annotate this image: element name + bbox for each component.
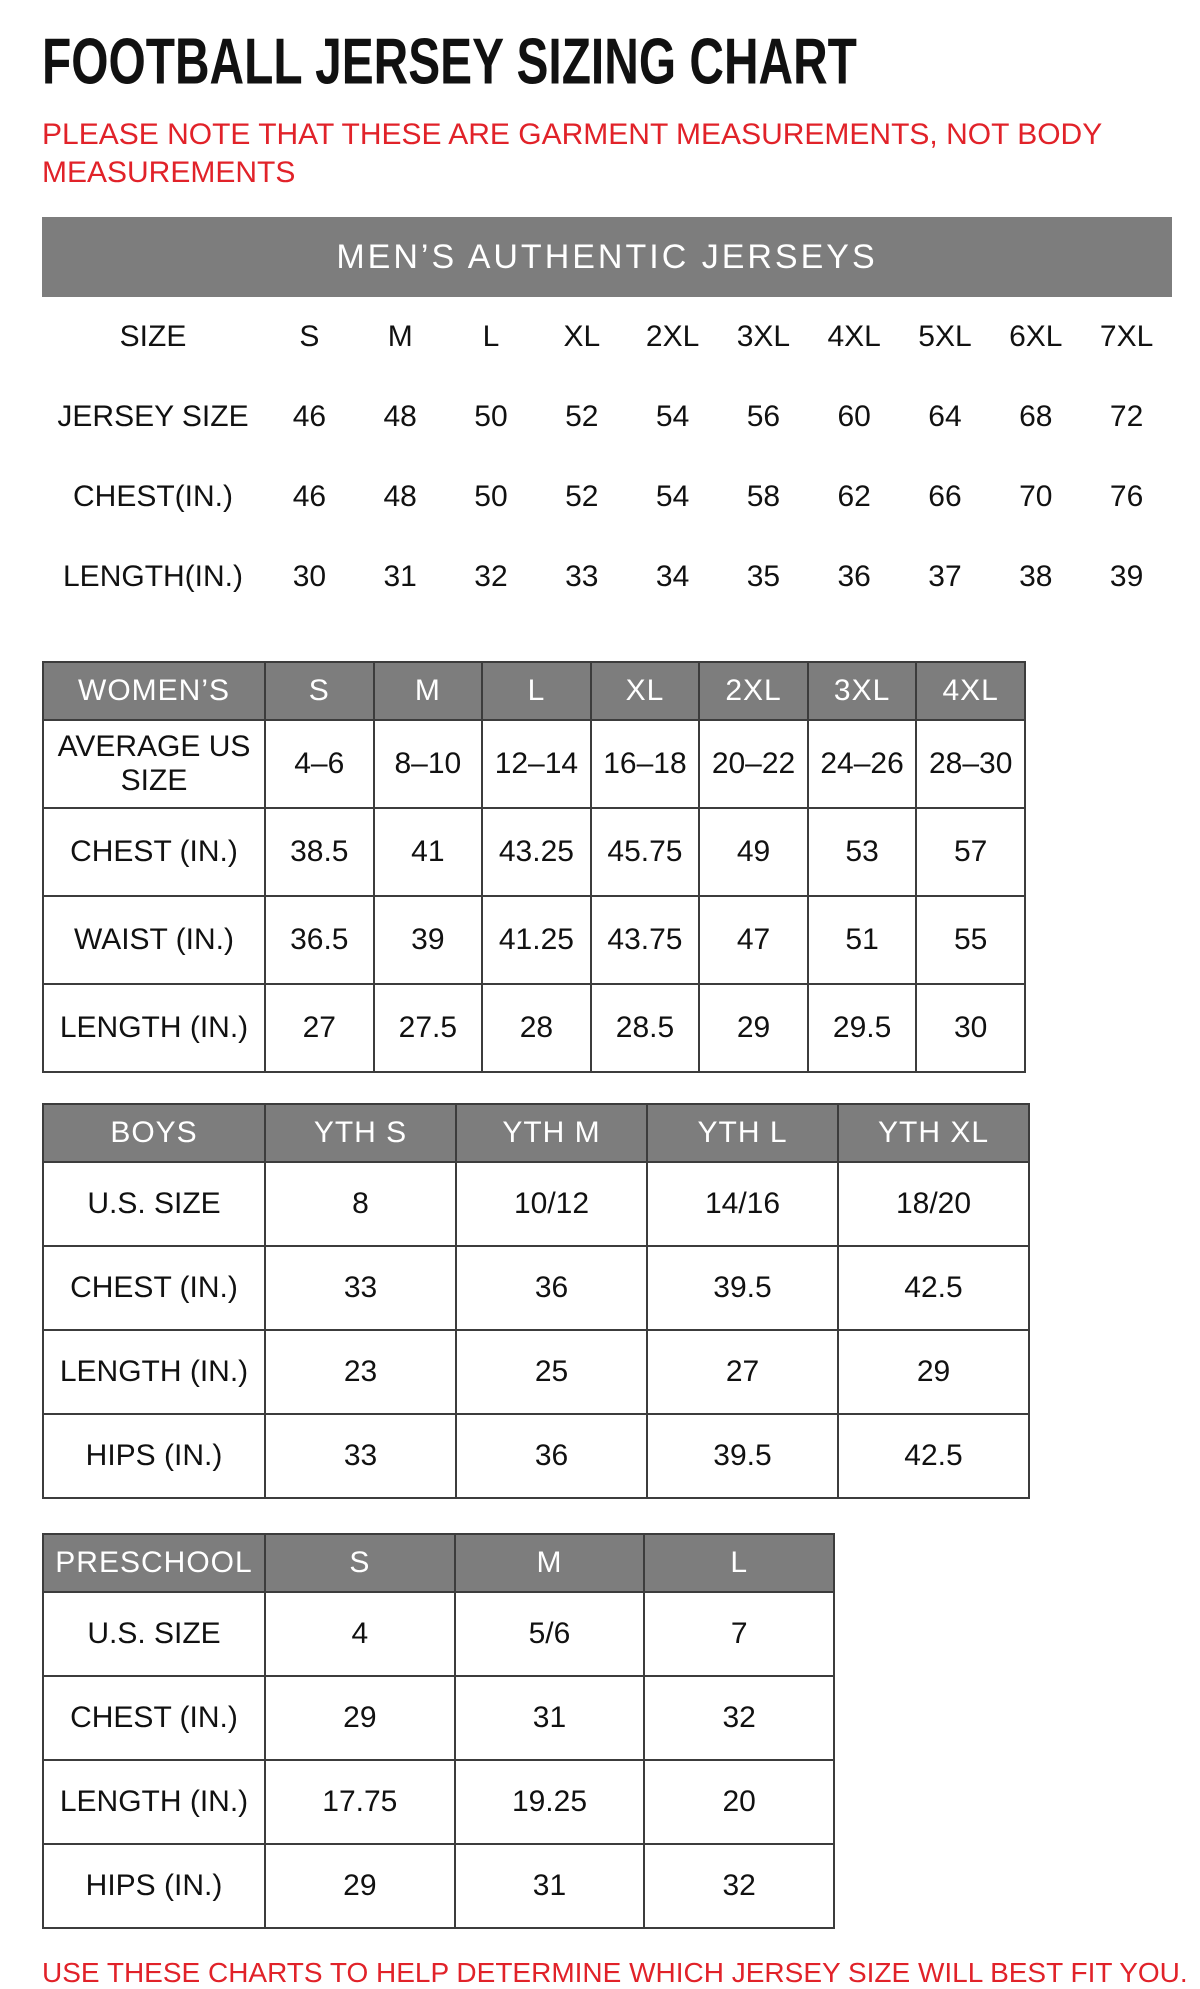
table-row (43, 1330, 1029, 1414)
table-row (43, 984, 1025, 1072)
size-value: 39 (374, 896, 483, 984)
size-value: 60 (837, 400, 871, 433)
size-value: 27 (647, 1330, 838, 1414)
mens-table-title-banner: MEN’S AUTHENTIC JERSEYS (42, 217, 1172, 297)
size-value: 27 (265, 984, 374, 1072)
page-title: FOOTBALL JERSEY SIZING CHART (42, 25, 857, 99)
sizing-table (42, 297, 1172, 617)
size-value: 4 (265, 1592, 455, 1676)
size-value: 39 (1109, 560, 1144, 593)
table-row (42, 297, 1172, 377)
size-value: 49 (699, 808, 808, 896)
size-value: 28–30 (916, 720, 1025, 808)
row-label: HIPS (IN.) (43, 1844, 265, 1928)
size-value: 43.25 (482, 808, 591, 896)
row-label: CHEST (IN.) (43, 808, 265, 896)
table-title-cell: PRESCHOOL (43, 1534, 265, 1592)
size-value: 52 (565, 400, 599, 433)
mens-jerseys-table (42, 297, 1200, 617)
size-value: 50 (474, 400, 508, 433)
size-value: 41 (374, 808, 483, 896)
table-header-row (43, 662, 1025, 720)
size-value: 42.5 (838, 1414, 1029, 1498)
row-label: AVERAGE US SIZE (43, 720, 265, 808)
size-value: 48 (383, 480, 417, 513)
table-row (42, 457, 1172, 537)
row-label: WAIST (IN.) (43, 896, 265, 984)
size-value: 18/20 (838, 1162, 1029, 1246)
column-header: M (374, 662, 483, 720)
womens-jerseys-table-section (42, 661, 1200, 1073)
size-value: L (482, 320, 500, 353)
column-header: YTH XL (838, 1104, 1029, 1162)
size-value: 52 (565, 480, 599, 513)
table-row (43, 808, 1025, 896)
size-value: 42.5 (838, 1246, 1029, 1330)
column-header: YTH L (647, 1104, 838, 1162)
size-value: 28.5 (591, 984, 700, 1072)
boys-jerseys-table-section (42, 1103, 1200, 1499)
size-value: 56 (746, 400, 781, 433)
size-value: 8 (265, 1162, 456, 1246)
row-label: SIZE (119, 320, 187, 353)
size-value: 32 (644, 1844, 834, 1928)
row-label: CHEST(IN.) (73, 480, 233, 513)
sizing-table (42, 1533, 835, 1929)
size-value: 8–10 (374, 720, 483, 808)
size-value: 36 (837, 560, 871, 593)
size-value: 31 (455, 1844, 645, 1928)
row-label: LENGTH(IN.) (63, 560, 243, 593)
column-header: 2XL (699, 662, 808, 720)
table-row (42, 377, 1172, 457)
table-row (43, 720, 1025, 808)
size-value: 32 (474, 560, 508, 593)
column-header: M (455, 1534, 645, 1592)
size-value: 43.75 (591, 896, 700, 984)
table-row (43, 1592, 834, 1676)
size-value: 17.75 (265, 1760, 455, 1844)
row-label: HIPS (IN.) (43, 1414, 265, 1498)
size-value: 7 (644, 1592, 834, 1676)
column-header: XL (591, 662, 700, 720)
size-value: 29 (699, 984, 808, 1072)
table-row (43, 1162, 1029, 1246)
size-value: 54 (655, 480, 690, 513)
size-value: 10/12 (456, 1162, 647, 1246)
table-row (43, 1760, 834, 1844)
column-header: L (482, 662, 591, 720)
size-value: 14/16 (647, 1162, 838, 1246)
size-value: 70 (1019, 480, 1053, 513)
size-value: 29.5 (808, 984, 917, 1072)
size-value: 31 (455, 1676, 645, 1760)
column-header: 4XL (916, 662, 1025, 720)
row-label: LENGTH (IN.) (43, 984, 265, 1072)
row-label: U.S. SIZE (43, 1162, 265, 1246)
table-row (43, 896, 1025, 984)
size-value: 29 (838, 1330, 1029, 1414)
size-value: 5XL (918, 320, 972, 353)
table-row (43, 1246, 1029, 1330)
size-value: 5/6 (455, 1592, 645, 1676)
row-label: LENGTH (IN.) (43, 1330, 265, 1414)
size-value: 47 (699, 896, 808, 984)
size-value: 32 (644, 1676, 834, 1760)
row-label: JERSEY SIZE (57, 400, 249, 433)
footer-note: USE THESE CHARTS TO HELP DETERMINE WHICH JERSEY SIZE WILL BEST FIT YOU. (42, 1957, 1188, 1988)
size-value: 30 (916, 984, 1025, 1072)
sizing-table (42, 661, 1026, 1073)
size-value: 50 (474, 480, 508, 513)
mens-jerseys-table-section (42, 217, 1200, 617)
size-value: 41.25 (482, 896, 591, 984)
size-value: 16–18 (591, 720, 700, 808)
size-value: 20 (644, 1760, 834, 1844)
size-value: 4–6 (265, 720, 374, 808)
table-title-cell: BOYS (43, 1104, 265, 1162)
womens-jerseys-table (42, 661, 1200, 1073)
table-row (43, 1414, 1029, 1498)
size-value: 28 (482, 984, 591, 1072)
size-value: XL (563, 320, 601, 353)
column-header: 3XL (808, 662, 917, 720)
size-value: 46 (292, 400, 327, 433)
size-value: 27.5 (374, 984, 483, 1072)
size-value: 7XL (1099, 320, 1154, 353)
size-value: 12–14 (482, 720, 591, 808)
size-value: 2XL (645, 320, 700, 353)
size-value: 55 (916, 896, 1025, 984)
size-value: 64 (928, 400, 962, 433)
measurement-note: PLEASE NOTE THAT THESE ARE GARMENT MEASUREMENTS, NOT BODY MEASUREMENTS (42, 118, 1102, 189)
size-value: 66 (928, 480, 962, 513)
table-row (43, 1844, 834, 1928)
size-value: 38.5 (265, 808, 374, 896)
size-value: 53 (808, 808, 917, 896)
column-header: YTH S (265, 1104, 456, 1162)
size-value: 4XL (827, 320, 881, 353)
size-value: 39.5 (647, 1246, 838, 1330)
table-row (42, 537, 1172, 617)
size-value: 36 (456, 1414, 647, 1498)
size-value: 24–26 (808, 720, 917, 808)
size-value: 35 (746, 560, 781, 593)
column-header: S (265, 662, 374, 720)
size-value: 23 (265, 1330, 456, 1414)
size-value: 46 (292, 480, 327, 513)
size-value: 31 (383, 560, 417, 593)
row-label: LENGTH (IN.) (43, 1760, 265, 1844)
column-header: L (644, 1534, 834, 1592)
table-header-row (43, 1104, 1029, 1162)
size-value: 33 (565, 560, 599, 593)
size-value: 29 (265, 1676, 455, 1760)
size-value: 76 (1109, 480, 1144, 513)
preschool-jerseys-table-section (42, 1533, 1200, 1929)
size-value: 30 (292, 560, 327, 593)
sizing-table (42, 1103, 1030, 1499)
size-value: 39.5 (647, 1414, 838, 1498)
size-value: 33 (265, 1246, 456, 1330)
size-value: 25 (456, 1330, 647, 1414)
size-value: 51 (808, 896, 917, 984)
size-value: 36 (456, 1246, 647, 1330)
boys-jerseys-table (42, 1103, 1200, 1499)
size-value: 19.25 (455, 1760, 645, 1844)
table-header-row (43, 1534, 834, 1592)
size-value: 72 (1109, 400, 1144, 433)
table-title-cell: WOMEN’S (43, 662, 265, 720)
preschool-jerseys-table (42, 1533, 1200, 1929)
row-label: U.S. SIZE (43, 1592, 265, 1676)
size-value: 58 (746, 480, 781, 513)
size-value: 6XL (1009, 320, 1063, 353)
column-header: S (265, 1534, 455, 1592)
column-header: YTH M (456, 1104, 647, 1162)
size-value: 48 (383, 400, 417, 433)
size-value: 37 (928, 560, 962, 593)
size-value: 62 (837, 480, 871, 513)
size-value: 38 (1019, 560, 1053, 593)
size-value: 68 (1019, 400, 1053, 433)
size-value: M (387, 320, 413, 353)
size-value: 34 (655, 560, 690, 593)
size-value: 57 (916, 808, 1025, 896)
table-row (43, 1676, 834, 1760)
size-value: 36.5 (265, 896, 374, 984)
size-value: 33 (265, 1414, 456, 1498)
size-value: 3XL (736, 320, 791, 353)
size-value: S (299, 320, 320, 353)
size-value: 20–22 (699, 720, 808, 808)
row-label: CHEST (IN.) (43, 1676, 265, 1760)
row-label: CHEST (IN.) (43, 1246, 265, 1330)
size-value: 45.75 (591, 808, 700, 896)
size-value: 29 (265, 1844, 455, 1928)
size-value: 54 (655, 400, 690, 433)
